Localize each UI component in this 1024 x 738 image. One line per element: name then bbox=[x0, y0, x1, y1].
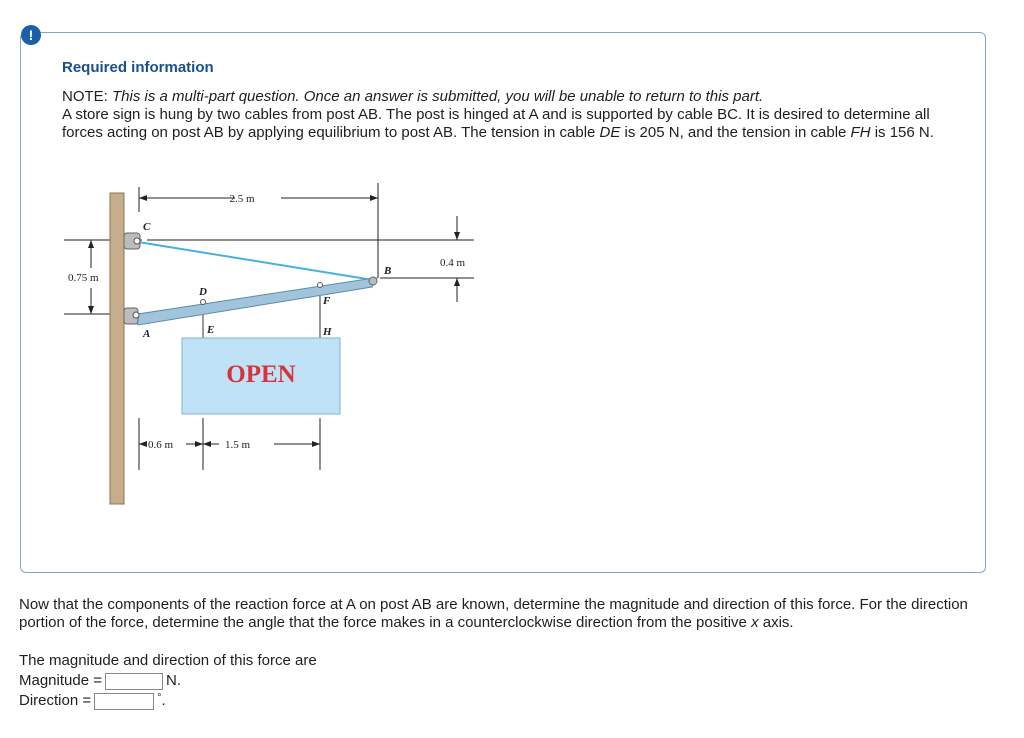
label-h: H bbox=[323, 326, 332, 338]
direction-end: . bbox=[161, 692, 166, 709]
label-d: D bbox=[199, 286, 207, 298]
dim-0-6m: 0.6 m bbox=[148, 439, 174, 451]
dim-2-5m: 2.5 m bbox=[229, 193, 255, 205]
note-label: NOTE: bbox=[62, 88, 113, 105]
sign-text: OPEN bbox=[226, 361, 296, 388]
magnitude-label: Magnitude = bbox=[19, 672, 102, 689]
required-info-title: Required information bbox=[62, 59, 214, 76]
label-f: F bbox=[323, 295, 331, 307]
cable-fh-label: FH bbox=[850, 124, 871, 141]
post-ab bbox=[110, 193, 124, 504]
cable-de-label: DE bbox=[599, 124, 621, 141]
question-end: axis. bbox=[758, 614, 794, 631]
label-c: C bbox=[143, 221, 151, 233]
magnitude-unit: N. bbox=[165, 672, 181, 689]
magnitude-row bbox=[19, 671, 317, 691]
dim-1-5m: 1.5 m bbox=[225, 439, 251, 451]
direction-label: Direction = bbox=[19, 692, 92, 709]
answer-section bbox=[19, 651, 317, 711]
boom-ab bbox=[136, 278, 377, 325]
label-b: B bbox=[384, 265, 392, 277]
problem-text: A store sign is hung by two cables from post AB. The post is hinged at A and is supported by cable BC. It is desired to determine all forces acting on post AB by applying equilibrium to post AB. The tension in cable bbox=[62, 106, 930, 141]
label-a: A bbox=[143, 328, 151, 340]
direction-input[interactable] bbox=[94, 693, 154, 710]
problem-text-mid: is 205 N, and the tension in cable bbox=[620, 124, 851, 141]
cable-bc bbox=[138, 242, 373, 280]
sign-post-diagram bbox=[62, 178, 492, 508]
problem-text-end: is 156 N. bbox=[870, 124, 934, 141]
magnitude-input[interactable] bbox=[105, 673, 163, 690]
label-e: E bbox=[207, 324, 215, 336]
answer-intro: The magnitude and direction of this force are bbox=[19, 652, 317, 669]
dim-0-4m: 0.4 m bbox=[440, 257, 466, 269]
question-text bbox=[19, 596, 989, 632]
problem-statement bbox=[62, 88, 962, 142]
exclamation-icon: ! bbox=[21, 25, 41, 45]
note-text: This is a multi-part question. Once an answer is submitted, you will be unable to return to this part. bbox=[112, 88, 764, 105]
dim-0-75m: 0.75 m bbox=[68, 272, 99, 284]
question-body: Now that the components of the reaction force at A on post AB are known, determine the magnitude and direction of this force. For the direction portion of the force, determine the angle that the force makes in a counterclockwise direction from the positive bbox=[19, 596, 968, 631]
axis-label: x bbox=[751, 614, 759, 631]
direction-row bbox=[19, 691, 317, 711]
direction-unit: ° bbox=[157, 692, 162, 704]
